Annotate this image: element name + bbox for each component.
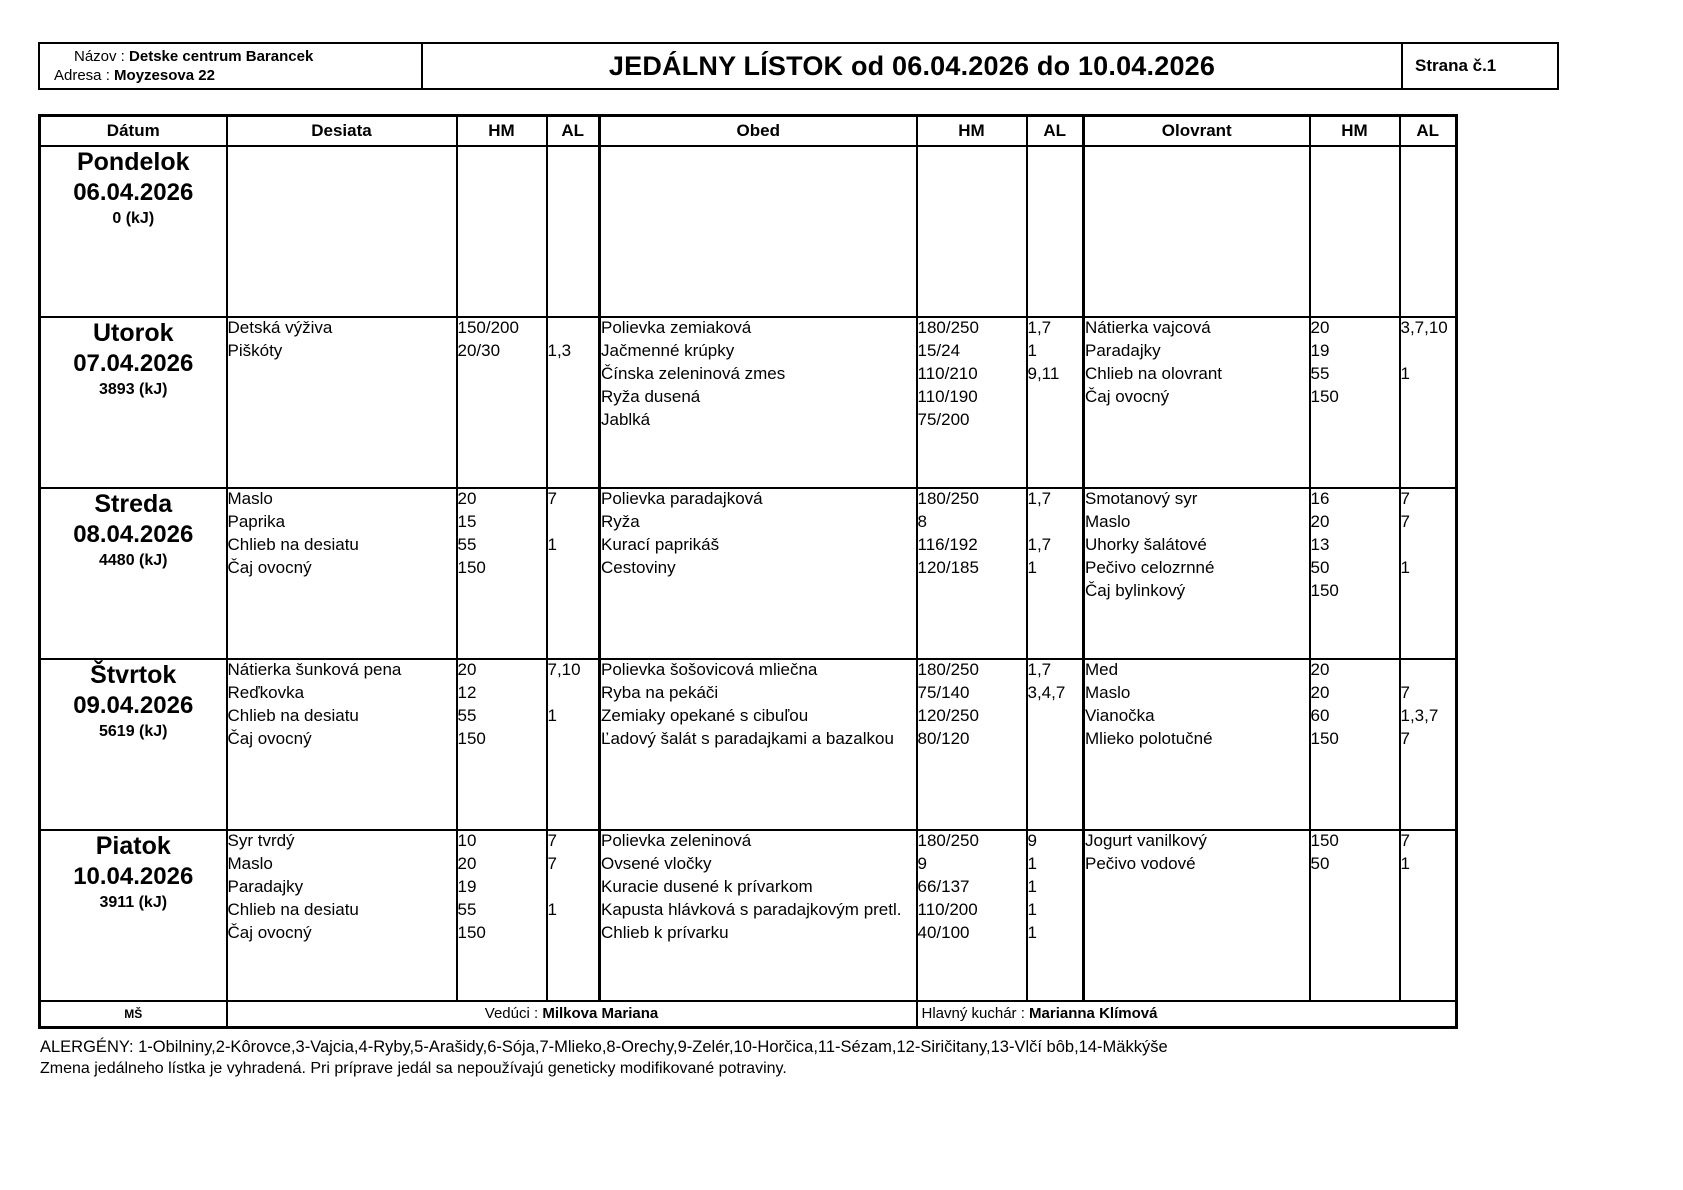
- meal-item: Chlieb k prívarku: [601, 922, 729, 942]
- meal-item: Maslo: [1085, 682, 1131, 702]
- day-date: 07.04.2026: [73, 349, 194, 377]
- al-value: 7: [1400, 488, 1410, 508]
- meal-item: Polievka zeleninová: [601, 830, 752, 850]
- organization-name-line: [40, 47, 421, 66]
- column-header-desiata: Desiata: [227, 116, 457, 146]
- desiata-hm-cell: [457, 146, 547, 317]
- olovrant-hm-cell: [1310, 830, 1400, 1001]
- hm-value: 55: [457, 534, 477, 554]
- hm-value: 180/250: [917, 317, 979, 337]
- meal-item: Smotanový syr: [1085, 488, 1198, 508]
- hm-value: 19: [1310, 340, 1330, 360]
- meal-item: Piškóty: [227, 340, 283, 360]
- date-cell: [40, 488, 227, 659]
- desiata-items-cell: [227, 659, 457, 830]
- hm-value: 20: [457, 488, 477, 508]
- day-name: Pondelok: [76, 147, 190, 176]
- meal-item: Nátierka šunková pena: [227, 659, 402, 679]
- al-value: [1028, 410, 1083, 433]
- allergens-note: ALERGÉNY: 1-Obilniny,2-Kôrovce,3-Vajcia,4-Ryby,5-Arašidy,6-Sója,7-Mlieko,8-Orechy,9-Zelér,10-Horčica,11-Sézam,12-Siričitany,13-Vlčí bôb,14-Mäkkýše: [40, 1038, 1168, 1056]
- meal-item: Kuracie dusené k prívarkom: [601, 876, 813, 896]
- hm-value: 110/210: [917, 363, 978, 383]
- day-energy: 3911 (kJ): [99, 893, 168, 911]
- meal-item: Polievka šošovicová mliečna: [601, 659, 818, 679]
- hm-value: 10: [457, 830, 477, 850]
- al-value: [1401, 341, 1456, 364]
- organization-box: [40, 44, 423, 88]
- obed-items-cell: [600, 659, 917, 830]
- meal-item: Jogurt vanilkový: [1085, 830, 1207, 850]
- column-header-hm: HM: [1310, 116, 1400, 146]
- hm-value: 16: [1310, 488, 1330, 508]
- desiata-items-cell: [227, 146, 457, 317]
- hm-value: 50: [1310, 853, 1330, 873]
- hm-value: 120/250: [917, 705, 979, 725]
- meal-item: Maslo: [1085, 511, 1131, 531]
- day-date: 08.04.2026: [73, 520, 194, 548]
- desiata-items-cell: [227, 488, 457, 659]
- hm-value: 180/250: [917, 659, 979, 679]
- al-value: 1: [547, 534, 557, 554]
- olovrant-items-cell: [1084, 488, 1310, 659]
- meal-item: Chlieb na desiatu: [227, 899, 359, 919]
- hm-value: 120/185: [917, 557, 979, 577]
- al-value: [1028, 706, 1083, 729]
- day-date: 09.04.2026: [73, 691, 194, 719]
- hm-value: 13: [1310, 534, 1330, 554]
- day-energy: 4480 (kJ): [99, 551, 168, 569]
- al-value: 1: [1027, 853, 1037, 873]
- al-value: [548, 683, 599, 706]
- meal-item: Paprika: [227, 511, 286, 531]
- meal-item: Vianočka: [1085, 705, 1155, 725]
- desiata-al-cell: [547, 830, 600, 1001]
- nazov-value: Detske centrum Barancek: [129, 48, 314, 65]
- column-header-al: AL: [547, 116, 600, 146]
- meal-item: Pečivo celozrnné: [1085, 557, 1215, 577]
- al-value: 1,7: [1027, 659, 1052, 679]
- al-value: 9,11: [1027, 363, 1060, 383]
- meal-item: Detská výživa: [227, 317, 333, 337]
- desiata-items-cell: [227, 830, 457, 1001]
- al-value: 1: [547, 705, 557, 725]
- manager-cell: [227, 1001, 917, 1028]
- hm-value: 8: [917, 511, 927, 531]
- meal-item: Ovsené vločky: [601, 853, 712, 873]
- al-value: [548, 512, 599, 535]
- manager-label: Vedúci :: [484, 1005, 539, 1023]
- hm-value: 150: [1310, 830, 1339, 850]
- day-energy: 5619 (kJ): [99, 722, 168, 740]
- obed-al-cell: [1027, 830, 1084, 1001]
- olovrant-al-cell: [1400, 659, 1457, 830]
- manager-name: Milkova Mariana: [542, 1005, 659, 1023]
- olovrant-items-cell: [1084, 659, 1310, 830]
- document-header: [38, 42, 1559, 90]
- hm-value: 20: [1310, 511, 1330, 531]
- al-value: 1,7: [1027, 317, 1052, 337]
- page-title: JEDÁLNY LÍSTOK od 06.04.2026 do 10.04.2026: [423, 44, 1403, 88]
- al-value: 1: [1400, 853, 1410, 873]
- desiata-hm-cell: [457, 488, 547, 659]
- column-header-al: AL: [1400, 116, 1457, 146]
- al-value: 1,7: [1027, 488, 1052, 508]
- day-name: Streda: [94, 489, 173, 518]
- hm-value: 20: [1310, 659, 1330, 679]
- al-value: 1: [1027, 340, 1037, 360]
- day-row: [40, 830, 1457, 1001]
- obed-al-cell: [1027, 488, 1084, 659]
- al-value: [548, 877, 599, 900]
- obed-items-cell: [600, 830, 917, 1001]
- al-value: 1,3: [547, 340, 572, 360]
- meal-item: Čaj ovocný: [1085, 386, 1170, 406]
- hm-value: 110/190: [917, 386, 978, 406]
- menu-table: [38, 114, 1458, 1029]
- organization-address-line: [40, 66, 421, 85]
- hm-value: 150: [1310, 728, 1339, 748]
- al-value: [548, 923, 599, 946]
- al-value: [1028, 729, 1083, 752]
- obed-items-cell: [600, 488, 917, 659]
- chef-name: Marianna Klímová: [1029, 1005, 1158, 1023]
- hm-value: 60: [1310, 705, 1330, 725]
- hm-value: 75/200: [917, 409, 970, 429]
- olovrant-items-cell: [1084, 146, 1310, 317]
- menu-table-foot: [40, 1001, 1457, 1028]
- column-header-hm: HM: [457, 116, 547, 146]
- meal-item: Paradajky: [227, 876, 304, 896]
- chef-label: Hlavný kuchár :: [921, 1005, 1025, 1023]
- meal-item: Čínska zeleninová zmes: [601, 363, 786, 383]
- date-cell: [40, 317, 227, 488]
- date-cell: [40, 830, 227, 1001]
- meal-item: Ryba na pekáči: [601, 682, 719, 702]
- meal-item: Chlieb na desiatu: [227, 705, 359, 725]
- al-value: 1: [1400, 557, 1410, 577]
- al-value: 7: [547, 830, 557, 850]
- al-value: [1401, 660, 1456, 683]
- meal-item: Polievka paradajková: [601, 488, 763, 508]
- hm-value: 9: [917, 853, 927, 873]
- hm-value: 75/140: [917, 682, 970, 702]
- meal-item: Ryža: [601, 511, 640, 531]
- meal-item: Cestoviny: [601, 557, 676, 577]
- meal-item: Jablká: [601, 409, 651, 429]
- header-row: [40, 116, 1457, 146]
- obed-al-cell: [1027, 317, 1084, 488]
- al-value: 3,4,7: [1027, 682, 1066, 702]
- obed-hm-cell: [917, 488, 1027, 659]
- meal-item: Nátierka vajcová: [1085, 317, 1211, 337]
- meal-item: Zemiaky opekané s cibuľou: [601, 705, 809, 725]
- hm-value: 15: [457, 511, 477, 531]
- column-header-al: AL: [1027, 116, 1084, 146]
- al-value: 3,7,10: [1400, 317, 1448, 337]
- nazov-label: Názov :: [74, 48, 125, 65]
- olovrant-al-cell: [1400, 488, 1457, 659]
- desiata-hm-cell: [457, 317, 547, 488]
- meal-item: Syr tvrdý: [227, 830, 295, 850]
- column-header-olovrant: Olovrant: [1084, 116, 1310, 146]
- meal-item: Med: [1085, 659, 1119, 679]
- meal-item: Čaj ovocný: [227, 728, 312, 748]
- meal-item: Čaj bylinkový: [1085, 580, 1186, 600]
- meal-item: Pečivo vodové: [1085, 853, 1196, 873]
- obed-hm-cell: [917, 317, 1027, 488]
- meal-item: Kapusta hlávková s paradajkovým pretl.: [601, 899, 902, 919]
- day-row: [40, 317, 1457, 488]
- obed-items-cell: [600, 146, 917, 317]
- hm-value: 116/192: [917, 534, 978, 554]
- meal-item: Maslo: [227, 853, 273, 873]
- meal-item: Kurací paprikáš: [601, 534, 720, 554]
- meal-item: Uhorky šalátové: [1085, 534, 1207, 554]
- olovrant-hm-cell: [1310, 146, 1400, 317]
- hm-value: 20: [457, 853, 477, 873]
- olovrant-al-cell: [1400, 317, 1457, 488]
- hm-value: 150: [457, 557, 486, 577]
- al-value: 9: [1027, 830, 1037, 850]
- hm-value: 110/200: [917, 899, 978, 919]
- obed-hm-cell: [917, 146, 1027, 317]
- obed-al-cell: [1027, 146, 1084, 317]
- page-number: Strana č.1: [1415, 56, 1497, 75]
- day-energy: 3893 (kJ): [99, 380, 168, 398]
- al-value: 1: [1027, 557, 1037, 577]
- olovrant-al-cell: [1400, 146, 1457, 317]
- olovrant-al-cell: [1400, 830, 1457, 1001]
- adresa-label: Adresa :: [54, 67, 110, 84]
- meal-item: Čaj ovocný: [227, 557, 312, 577]
- day-name: Štvrtok: [90, 660, 177, 689]
- desiata-al-cell: [547, 488, 600, 659]
- hm-value: 150: [457, 728, 486, 748]
- day-date: 06.04.2026: [73, 178, 194, 206]
- hm-value: 12: [457, 682, 477, 702]
- meal-item: Paradajky: [1085, 340, 1161, 360]
- meal-item: Chlieb na desiatu: [227, 534, 359, 554]
- day-name: Piatok: [95, 831, 171, 860]
- day-name: Utorok: [92, 318, 174, 347]
- column-header-hm: HM: [917, 116, 1027, 146]
- desiata-al-cell: [547, 659, 600, 830]
- column-header-obed: Obed: [600, 116, 917, 146]
- footer-row: [40, 1001, 1457, 1028]
- al-value: [1028, 512, 1083, 535]
- al-value: [1401, 581, 1456, 604]
- hm-value: 20: [1310, 682, 1330, 702]
- al-value: [548, 318, 599, 341]
- hm-value: 19: [457, 876, 477, 896]
- desiata-hm-cell: [457, 659, 547, 830]
- hm-value: 150/200: [457, 317, 519, 337]
- hm-value: 55: [457, 705, 477, 725]
- meal-item: Jačmenné krúpky: [601, 340, 735, 360]
- menu-table-head: [40, 116, 1457, 146]
- al-value: 1: [1027, 876, 1037, 896]
- al-value: [1401, 387, 1456, 410]
- chef-cell: [917, 1001, 1457, 1028]
- day-row: [40, 488, 1457, 659]
- al-value: 7: [1400, 830, 1410, 850]
- olovrant-hm-cell: [1310, 488, 1400, 659]
- hm-value: 40/100: [917, 922, 970, 942]
- disclaimer-note: Zmena jedálneho lístka je vyhradená. Pri príprave jedál sa nepoužívajú geneticky modifikované potraviny.: [40, 1060, 787, 1077]
- hm-value: 80/120: [917, 728, 970, 748]
- hm-value: 20: [457, 659, 477, 679]
- meal-item: Ryža dusená: [601, 386, 701, 406]
- hm-value: 180/250: [917, 488, 979, 508]
- al-value: 1,3,7: [1400, 705, 1439, 725]
- al-value: [1028, 387, 1083, 410]
- meal-item: Reďkovka: [227, 682, 305, 702]
- al-value: 7,10: [547, 659, 581, 679]
- hm-value: 66/137: [917, 876, 970, 896]
- al-value: 1: [547, 899, 557, 919]
- meal-item: Mlieko polotučné: [1085, 728, 1213, 748]
- obed-items-cell: [600, 317, 917, 488]
- hm-value: 20: [1310, 317, 1330, 337]
- al-value: 1: [1027, 922, 1037, 942]
- day-row: [40, 659, 1457, 830]
- hm-value: 180/250: [917, 830, 979, 850]
- column-header-dátum: Dátum: [40, 116, 227, 146]
- al-value: 7: [1400, 682, 1410, 702]
- day-date: 10.04.2026: [73, 862, 194, 890]
- hm-value: 150: [457, 922, 486, 942]
- desiata-hm-cell: [457, 830, 547, 1001]
- meal-item: Ľadový šalát s paradajkami a bazalkou: [601, 728, 894, 748]
- al-value: 1: [1027, 899, 1037, 919]
- date-cell: [40, 659, 227, 830]
- olovrant-hm-cell: [1310, 659, 1400, 830]
- hm-value: 55: [1310, 363, 1330, 383]
- hm-value: 20/30: [457, 340, 501, 360]
- al-value: [1401, 535, 1456, 558]
- desiata-al-cell: [547, 146, 600, 317]
- desiata-items-cell: [227, 317, 457, 488]
- meal-item: Maslo: [227, 488, 273, 508]
- olovrant-hm-cell: [1310, 317, 1400, 488]
- al-value: 7: [547, 488, 557, 508]
- olovrant-items-cell: [1084, 317, 1310, 488]
- obed-hm-cell: [917, 659, 1027, 830]
- obed-al-cell: [1027, 659, 1084, 830]
- al-value: [548, 729, 599, 752]
- hm-value: 55: [457, 899, 477, 919]
- school-type-label: MŠ: [40, 1001, 227, 1028]
- al-value: 7: [1400, 511, 1410, 531]
- date-cell: [40, 146, 227, 317]
- hm-value: 50: [1310, 557, 1330, 577]
- meal-item: Chlieb na olovrant: [1085, 363, 1223, 383]
- desiata-al-cell: [547, 317, 600, 488]
- hm-value: 150: [1310, 580, 1339, 600]
- obed-hm-cell: [917, 830, 1027, 1001]
- menu-table-body: [40, 146, 1457, 1001]
- al-value: 1,7: [1027, 534, 1052, 554]
- meal-item: Polievka zemiaková: [601, 317, 752, 337]
- olovrant-items-cell: [1084, 830, 1310, 1001]
- al-value: 7: [547, 853, 557, 873]
- adresa-value: Moyzesova 22: [114, 67, 215, 84]
- day-energy: 0 (kJ): [112, 209, 155, 227]
- hm-value: 15/24: [917, 340, 961, 360]
- day-row: [40, 146, 1457, 317]
- hm-value: 150: [1310, 386, 1339, 406]
- meal-item: Čaj ovocný: [227, 922, 312, 942]
- al-value: 1: [1400, 363, 1410, 383]
- al-value: 7: [1400, 728, 1410, 748]
- al-value: [548, 558, 599, 581]
